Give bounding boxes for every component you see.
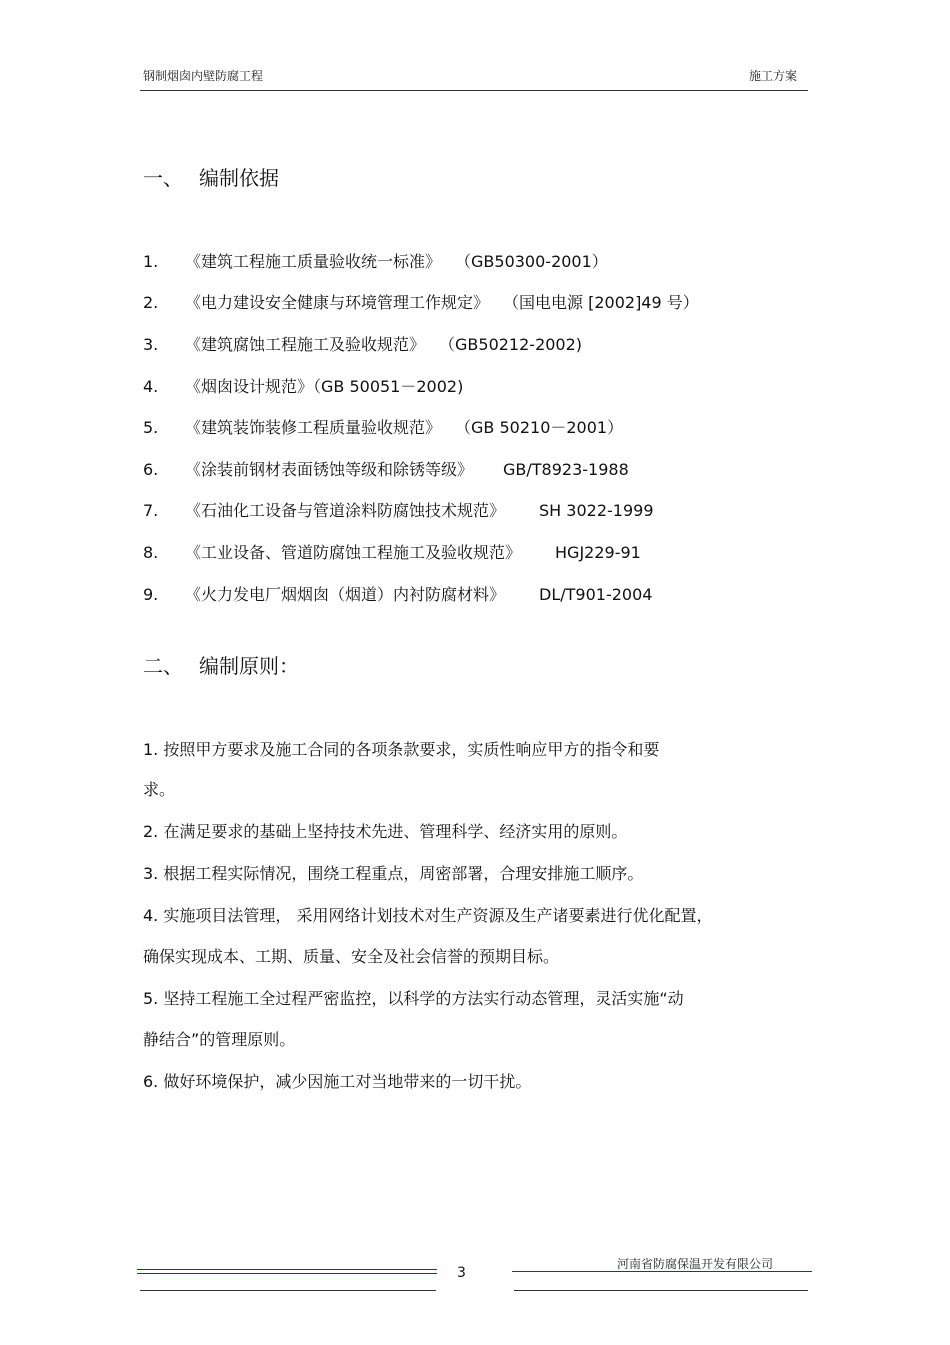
section2-title (143, 650, 299, 679)
header-left: 钢制烟囱内壁防腐工程 (143, 69, 264, 83)
basis-item-code: HGJ229-91 (555, 543, 641, 562)
basis-item-name: 《建筑装饰装修工程质量验收规范》 (185, 418, 442, 437)
basis-item-index: 4. (143, 377, 159, 396)
basis-item-index: 6. (143, 460, 159, 479)
basis-item-code: DL/T901-2004 (539, 585, 653, 604)
basis-item-name: 《火力发电厂烟烟囱（烟道）内衬防腐材料》 (185, 585, 506, 604)
basis-item-index: 2. (143, 293, 159, 312)
footer-line-left-bottom (137, 1273, 437, 1274)
footer-company: 河南省防腐保温开发有限公司 (617, 1257, 774, 1271)
basis-item (143, 582, 652, 605)
basis-item (143, 415, 623, 438)
basis-item (143, 540, 641, 563)
header-right: 施工方案 (749, 69, 798, 83)
principle-line: 5. 坚持工程施工全过程严密监控，以科学的方法实行动态管理，灵活实施“动 (143, 989, 684, 1008)
basis-item (143, 498, 654, 521)
section2-heading: 编制原则： (199, 654, 299, 678)
section1-title (143, 162, 279, 191)
page-number: 3 (457, 1265, 466, 1281)
principle-line: 3. 根据工程实际情况，围绕工程重点，周密部署，合理安排施工顺序。 (143, 864, 644, 883)
principle-line: 6. 做好环境保护，减少因施工对当地带来的一切干扰。 (143, 1072, 532, 1091)
basis-item (143, 457, 629, 480)
basis-item-name: 《工业设备、管道防腐蚀工程施工及验收规范》 (185, 543, 522, 562)
basis-item-name: 《建筑工程施工质量验收统一标准》 (185, 252, 442, 271)
header-divider (140, 90, 808, 91)
basis-item-code: （GB 50210－2001） (463, 418, 624, 437)
basis-item-name: 《建筑腐蚀工程施工及验收规范》 (185, 335, 426, 354)
principle-line: 静结合”的管理原则。 (143, 1030, 296, 1049)
basis-item-index: 8. (143, 543, 159, 562)
basis-item-code: GB/T8923-1988 (503, 460, 629, 479)
basis-item-code: （国电电源 [2002]49 号） (511, 293, 699, 312)
principle-line: 4. 实施项目法管理， 采用网络计划技术对生产资源及生产诸要素进行优化配置， (143, 906, 713, 925)
basis-item-index: 1. (143, 252, 159, 271)
principle-line: 1. 按照甲方要求及施工合同的各项条款要求，实质性响应甲方的指令和要 (143, 740, 660, 759)
footer-line-right-top (512, 1271, 812, 1272)
principle-line: 求。 (143, 780, 176, 799)
basis-item-name: 《石油化工设备与管道涂料防腐蚀技术规范》 (185, 501, 506, 520)
section1-number: 一、 (143, 166, 183, 190)
basis-item (143, 332, 582, 355)
basis-item-code: （GB50212-2002) (447, 335, 583, 354)
basis-item-code: （GB50300-2001） (463, 252, 608, 271)
basis-item (143, 290, 699, 313)
footer-divider-right (514, 1290, 808, 1291)
basis-item-name: 《烟囱设计规范》（GB 50051－2002) (185, 377, 464, 396)
principle-line: 2. 在满足要求的基础上坚持技术先进、管理科学、经济实用的原则。 (143, 822, 628, 841)
section1-heading: 编制依据 (199, 166, 279, 190)
basis-item-index: 5. (143, 418, 159, 437)
section2-number: 二、 (143, 654, 183, 678)
footer-line-left-top (137, 1269, 437, 1270)
basis-item-index: 9. (143, 585, 159, 604)
principle-line: 确保实现成本、工期、质量、安全及社会信誉的预期目标。 (143, 947, 560, 966)
basis-item-name: 《涂装前钢材表面锈蚀等级和除锈等级》 (185, 460, 474, 479)
basis-item-name: 《电力建设安全健康与环境管理工作规定》 (185, 293, 490, 312)
basis-item-index: 3. (143, 335, 159, 354)
footer-divider-left (140, 1290, 436, 1291)
basis-item-code: SH 3022-1999 (539, 501, 654, 520)
basis-item-index: 7. (143, 501, 159, 520)
basis-item (143, 374, 463, 397)
basis-item (143, 249, 608, 272)
